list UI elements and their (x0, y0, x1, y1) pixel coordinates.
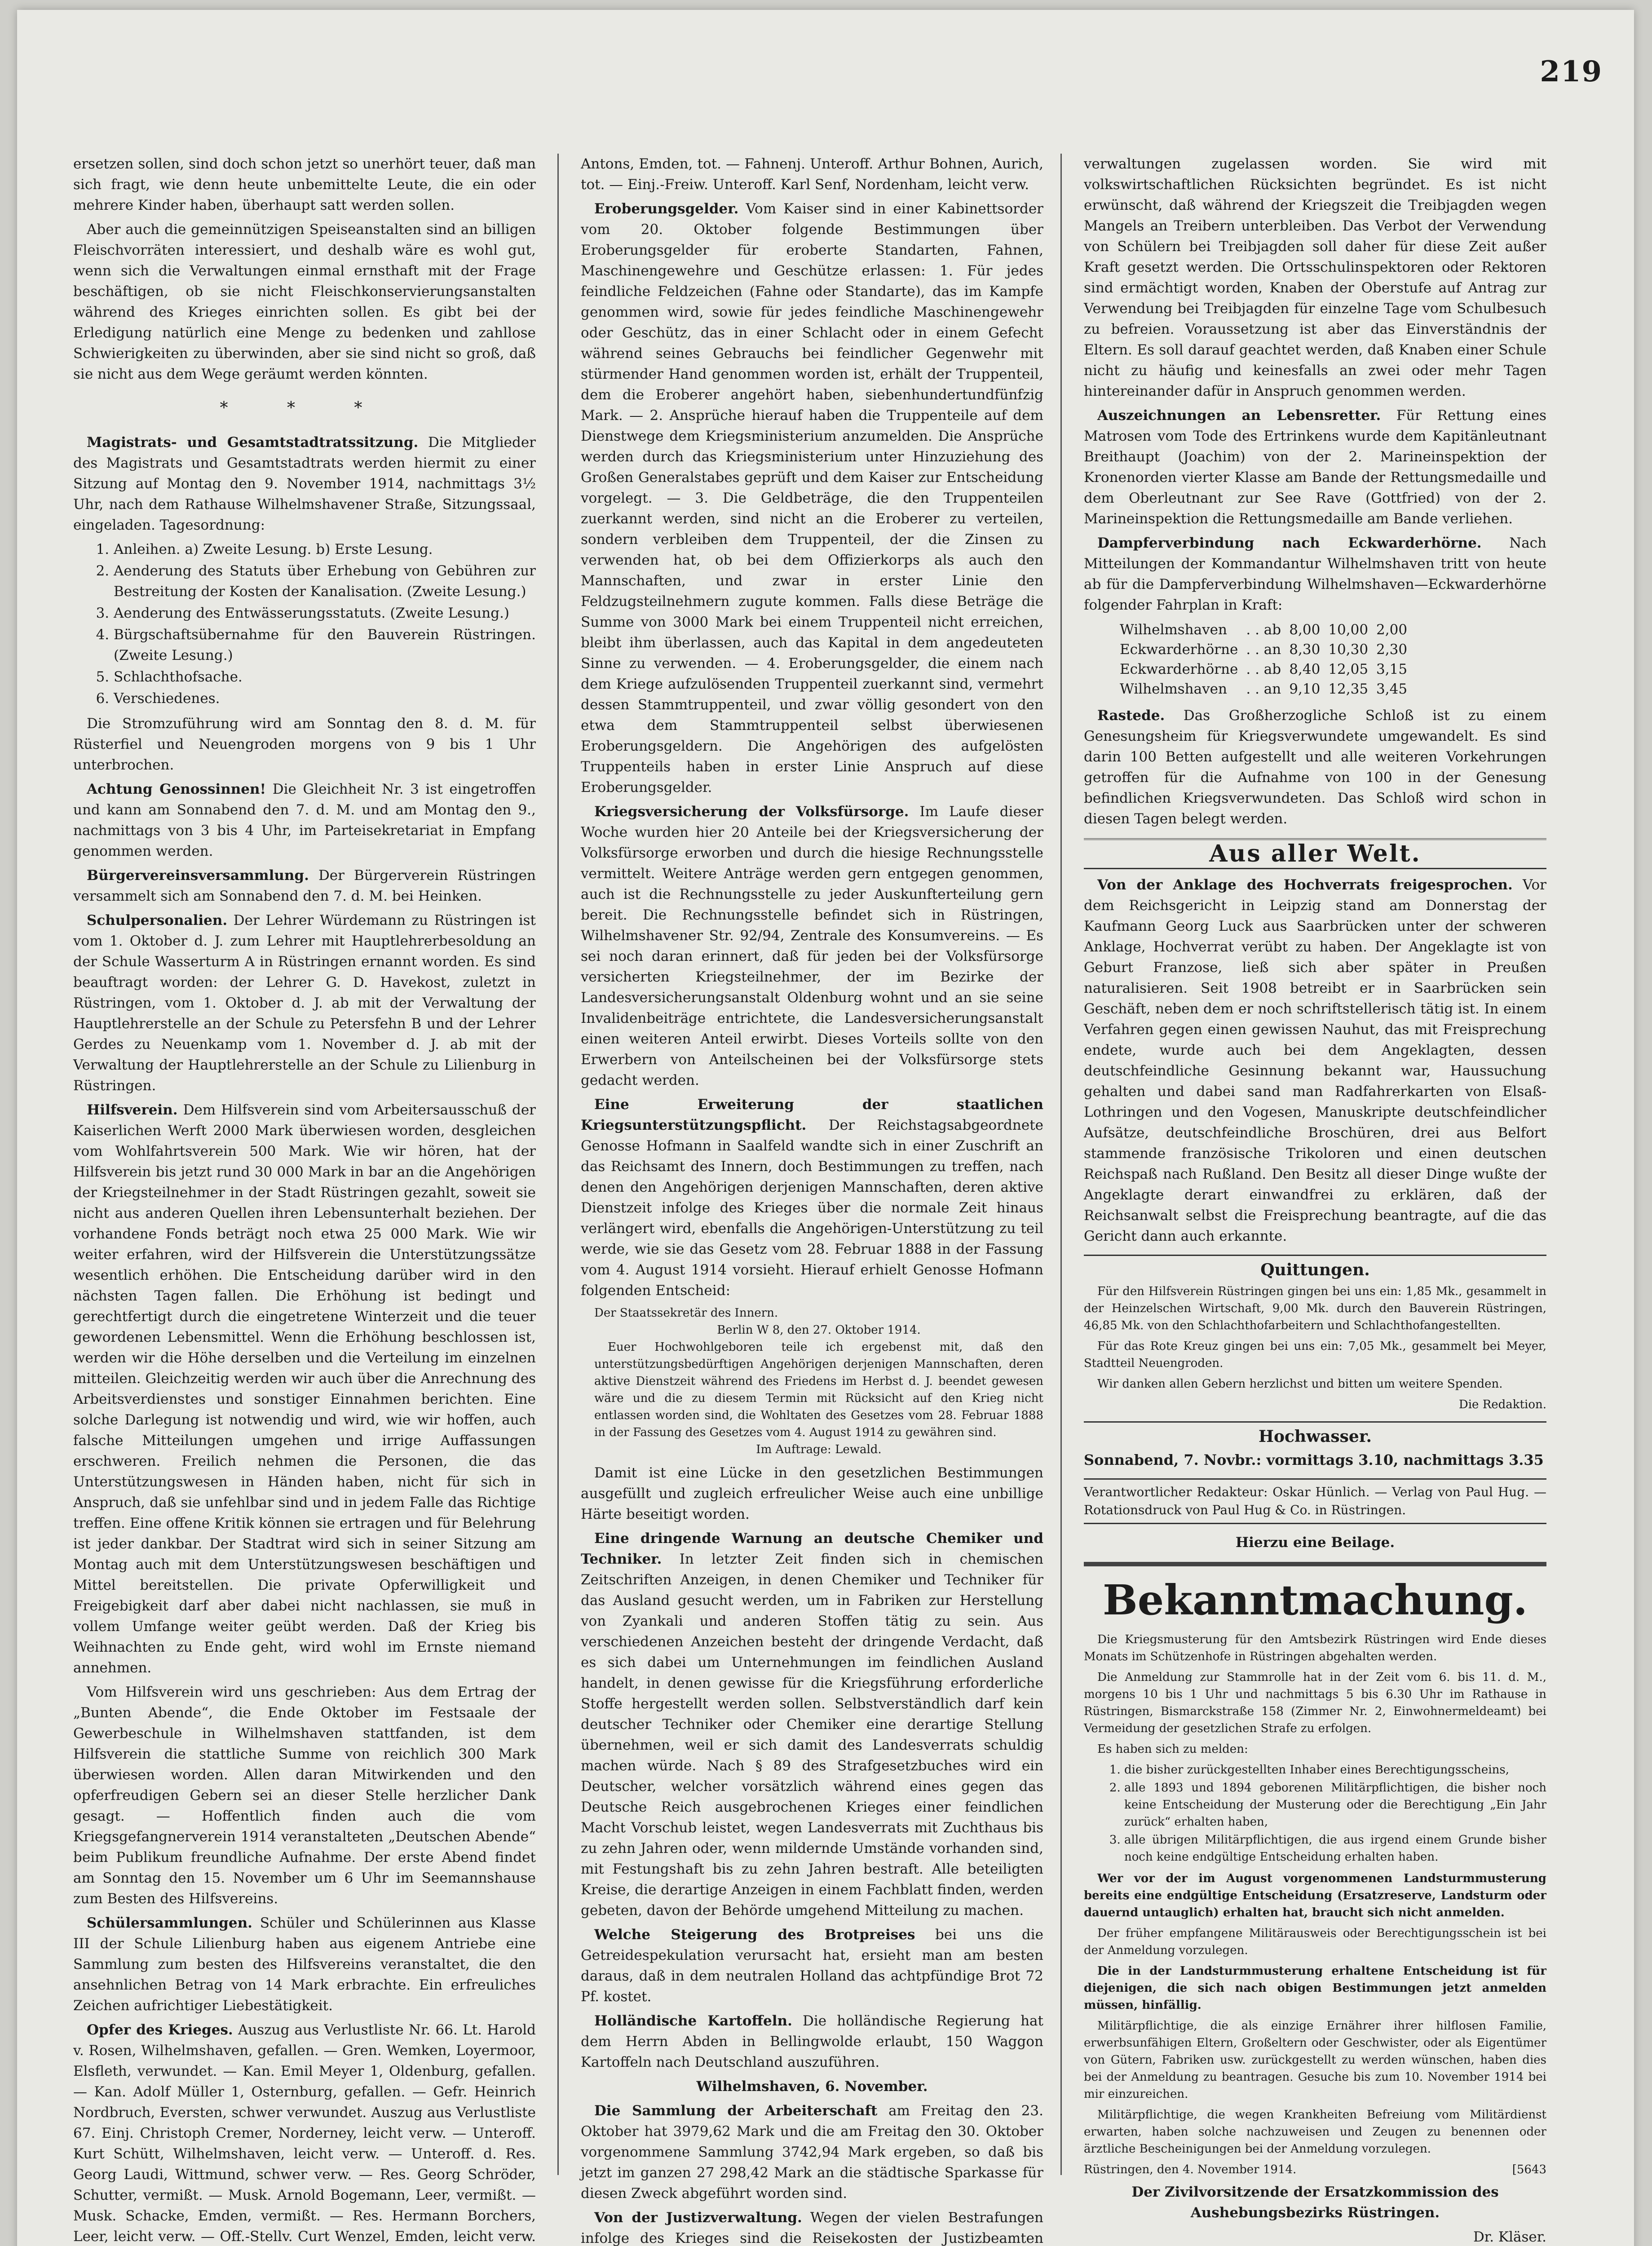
column-2 (581, 154, 1043, 2246)
article-continuation: ersetzen sollen, sind doch schon jetzt so unerhört teuer, daß man sich fragt, wie denn heute unbemittelte Leute, die ein oder mehrere Kinder haben, überhaupt satt werden sollen. (73, 156, 536, 213)
article-kriegsversicherung: Kriegsversicherung der Volksfürsorge. Im Laufe dieser Woche wurden hier 20 Anteile bei der Kriegsversicherung der Volksfürsorge erworben und durch die hiesige Rechnungsstelle vermittelt. Weitere Anträge werden gern entgegen genommen, auch ist die Rechnungsstelle zu jeder Auskunfterteilung gern bereit. Die Rechnungsstelle befindet sich in Rüstringen, Wilhelmshavener Str. 92/94, Zentrale des Konsumvereins. — Es sei noch daran erinnert, daß für jeden bei der Volksfürsorge versicherten Kriegsteilnehmer, der im Bezirke der Landesversicherungsanstalt Oldenburg wohnt und an sie seine Invalidenbeiträge entrichtete, die Landesversicherungsanstalt einen weiteren Anteil erwirbt. Dieses Vorteils sollte von den Erwerbern von Anteilscheinen bei der Volksfürsorge stets gedacht werden. (581, 804, 1043, 1088)
notice-list (1124, 1761, 1546, 1866)
list-item: 1. die bisher zurückgestellten Inhaber eines Berechtigungsscheins, (1124, 1761, 1546, 1778)
article-kartoffeln: Holländische Kartoffeln. Die holländische Regierung hat dem Herrn Abden in Bellingwolde erlaubt, 150 Waggon Kartoffeln nach Deutschland auszuführen. (581, 2013, 1043, 2070)
ferry-timetable (1120, 620, 1415, 699)
table-row: Wilhelmshaven . . ab 8,00 10,00 2,00 (1120, 622, 1408, 638)
article-chemiker: Eine dringende Warnung an deutsche Chemiker und Techniker. In letzter Zeit finden sich in chemischen Zeitschriften Anzeigen, in denen Chemiker und Techniker für das Ausland gesucht werden, um in Fabriken zur Herstellung von Zyankali und anderen Stoffen tätig zu sein. Aus verschiedenen Anzeichen besteht der dringende Verdacht, daß es sich dabei um Unternehmungen im feindlichen Ausland handelt, in denen gewisse für die Kriegsführung erforderliche Stoffe hergestellt werden sollen. Selbstverständlich darf kein deutscher Techniker oder Chemiker eine derartige Stellung übernehmen, weil er sich damit des Landesverrats schuldig machen würde. Nach § 89 des Strafgesetzbuches wird ein Deutscher, welcher vorsätzlich während eines gegen das Deutsche Reich ausgebrochenen Krieges einer feindlichen Macht Vorschub leistet, wegen Landesverrats mit Zuchthaus bis zu zehn Jahren oder, wenn mildernde Umstände vorhanden sind, mit Festungshaft bis zu zehn Jahren bestraft. Alle beteiligten Kreise, die derartige Anzeigen in einem Fachblatt finden, werden gebeten, davon der Behörde umgehend Mitteilung zu machen. (581, 1530, 1043, 1919)
table-row: Eckwarderhörne . . an 8,30 10,30 2,30 (1120, 641, 1408, 658)
table-row: Eckwarderhörne . . ab 8,40 12,05 3,15 (1120, 661, 1408, 677)
list-item: 3. alle übrigen Militärpflichtigen, die aus irgend einem Grunde bisher noch keine endgültige Entscheidung erhalten haben. (1124, 1831, 1546, 1866)
quittung-paragraph: Für das Rote Kreuz gingen bei uns ein: 7,05 Mk., gesammelt bei Meyer, Stadtteil Neuengroden. (1084, 1340, 1546, 1370)
agenda-list (114, 539, 536, 709)
article-hochverrat: Von der Anklage des Hochverrats freigesprochen. Vor dem Reichsgericht in Leipzig stand am Donnerstag der Kaufmann Georg Luck aus Saarbrücken unter der schweren Anklage, Hochverrat verübt zu haben. Der Angeklagte ist von Geburt Franzose, ließ sich aber später in Preußen naturalisieren. Seit 1908 betreibt er in Saarbrücken sein Geschäft, neben dem er noch schriftstellerisch tätig ist. In einem Verfahren gegen einen gewissen Nauhut, das mit Freisprechung endete, wurde auch bei dem Angeklagten, dessen deutschfeindliche Gesinnung bekannt war, Haussuchung gehalten und dabei sand man Radfahrerkarten von Elsaß-Lothringen und den Vogesen, Manuskripte deutschfeindlicher Aufsätze, deutschfeindliche Broschüren, drei aus Belfort stammende französische Trikoloren und einen deutschen Reichspaß nach Rußland. Den Besitz all dieser Dinge wußte der Angeklagte derart einwandfrei zu erklären, daß der Reichsanwalt selbst die Freisprechung beantragte, auf die das Gericht dann auch erkannte. (1084, 877, 1546, 1244)
article-continuation: verwaltungen zugelassen worden. Sie wird mit volkswirtschaftlichen Rücksichten begründet. Es ist nicht erwünscht, daß während der Kriegszeit die Treibjagden wegen Mangels an Treibern unterbleiben. Das Verbot der Verwendung von Schülern bei Treibjagden soll daher für diese Zeit außer Kraft gesetzt werden. Die Ortsschulinspektoren oder Rektoren sind ermächtigt worden, Knaben der Oberstufe auf Antrag zur Verwendung bei Treibjagden für einzelne Tage vom Schulbesuch zu befreien. Voraussetzung ist aber das Einverständnis der Eltern. Es soll darauf geachtet werden, daß Knaben einer Schule nicht zu häufig und keinesfalls an zwei oder mehr Tagen hintereinander dafür in Anspruch genommen werden. (1084, 156, 1546, 399)
column-1 (73, 154, 536, 2246)
article-justiz: Von der Justizverwaltung. Wegen der vielen Bestrafungen infolge des Krieges sind die Reisekosten der Justizbeamten (581, 2210, 1043, 2246)
article-schuelersammlungen: Schülersammlungen. Schüler und Schülerinnen aus Klasse III der Schule Lilienburg haben aus eigenem Antriebe eine Sammlung zum besten des Hilfsvereins veranstaltet, die den ansehnlichen Betrag von 14 Mark erbrachte. Ein erfreuliches Zeichen aufrichtiger Liebestätigkeit. (73, 1915, 536, 2014)
quoted-letter: Der Staatssekretär des Innern. Berlin W 8, den 27. Oktober 1914. Euer Hochwohlgeboren teile ich ergebenst mit, daß den unterstützungsbedürftigen Angehörigen derjenigen Mannschaften, deren aktive Dienstzeit während des Friedens im Herbst d. J. beendet gewesen wäre und die zu diesem Termin mit Rücksicht auf den Krieg nicht entlassen worden sind, die Wohltaten des Gesetzes vom 28. Februar 1888 in der Fassung des Gesetzes vom 4. August 1914 zu gewähren sind. Im Auftrage: Lewald. (594, 1306, 1043, 1456)
article-erweiterung: Eine Erweiterung der staatlichen Kriegsunterstützungspflicht. Der Reichstagsabgeordnete Genosse Hofmann in Saalfeld wandte sich in einer Zuschrift an das Reichsamt des Innern, doch Bestimmungen zu treffen, nach denen den Angehörigen derjenigen Mannschaften, deren aktive Dienstzeit infolge des Krieges über die normale Zeit hinaus verlängert wird, ebenfalls die Angehörigen-Unterstützung zu teil werde, wie sie das Gesetz vom 28. Februar 1888 in der Fassung vom 4. August 1914 vorsieht. Hierauf erhielt Genosse Hofmann folgenden Entscheid: (581, 1096, 1043, 1299)
list-item: 5. Schlachthofsache. (114, 667, 536, 687)
column-3 (1084, 154, 1546, 2246)
article-sammlung: Die Sammlung der Arbeiterschaft am Freitag den 23. Oktober hat 3979,62 Mark und die am Freitag den 30. Oktober vorgenommene Sammlung 3742,94 Mark ergeben, so daß bis jetzt im ganzen 27 298,42 Mark an die städtische Sparkasse für diesen Zweck abgeführt worden sind. (581, 2103, 1043, 2202)
bekanntmachung-notice: Bekanntmachung. Die Kriegsmusterung für den Amtsbezirk Rüstringen wird Ende dieses Monats im Schützenhofe in Rüstringen abgehalten werden. Die Anmeldung zur Stammrolle hat in der Zeit vom 6. bis 11. d. M., morgens 10 bis 1 Uhr und nachmittags 5 bis 6.30 Uhr im Rathause in Rüstringen, Bismarckstraße 158 (Zimmer Nr. 2, Einwohnermeldeamt) bei Vermeidung der gesetzlichen Strafe zu erfolgen. Es haben sich zu melden: 1. die bisher zurückgestellten Inhaber eines Berechtigungsscheins, 2. alle 1893 und 1894 geborenen Militärpflichtigen, die bisher noch keine Entscheidung der Musterung oder die Berechtigung „Ein Jahr zurück“ erhalten haben, 3. alle übrigen Militärpflichtigen, die aus irgend einem Grunde bisher noch keine endgültige Entscheidung erhalten haben. Wer vor der im August vorgenommenen Landsturmmusterung bereits eine endgültige Entscheidung (Ersatzreserve, Landsturm oder dauernd untauglich) erhalten hat, braucht sich nicht anmelden. Der früher empfangene Militärausweis oder Berechtigungsschein ist bei der Anmeldung vorzulegen. Die in der Landsturmmusterung erhaltene Entscheidung ist für diejenigen, die sich nach obigen Bestimmungen jetzt anmelden müssen, hinfällig. Militärpflichtige, die als einzige Ernährer ihrer hilflosen Familie, erwerbsunfähigen Eltern, Großeltern oder Geschwister, oder als Eigentümer von Gütern, Fabriken usw. zurückgestellt zu werden wünschen, haben dies bei der Anmeldung zu beantragen. Gesuche bis zum 10. November 1914 bei mir einzureichen. Militärpflichtige, die wegen Krankheiten Befreiung vom Militärdienst erwarten, haben solche nachzuweisen und Zeugen zu benennen oder ärztliche Bescheinigungen bei der Anmeldung vorzulegen. Rüstringen, den 4. November 1914. [5643 Der Zivilvorsitzende der Ersatzkommission des Aushebungsbezirks Rüstringen. Dr. Kläser. (1084, 1562, 1546, 2246)
hochwasser-times: Sonnabend, 7. Novbr.: vormittags 3.10, nachmittags 3.35 (1084, 1451, 1544, 1468)
article-dampfer: Dampferverbindung nach Eckwarderhörne. Nach Mitteilungen der Kommandantur Wilhelmshaven tritt von heute ab für die Dampferverbindung Wilhelmshaven—Eckwarderhörne folgender Fahrplan in Kraft: (1084, 535, 1546, 613)
list-item: 2. alle 1893 und 1894 geborenen Militärpflichtigen, die bisher noch keine Entscheidung der Musterung oder die Berechtigung „Ein Jahr zurück“ erhalten haben, (1124, 1779, 1546, 1830)
article-bunte-abende: Vom Hilfsverein wird uns geschrieben: Aus dem Ertrag der „Bunten Abende“, die Ende Oktober im Festsaale der Gewerbeschule in Wilhelmshaven stattfanden, ist dem Hilfsverein die stattliche Summe von reichlich 300 Mark überwiesen worden. Allen daran Mitwirkenden und den opferfreudigen Gebern sei an dieser Stelle herzlicher Dank gesagt. — Hoffentlich finden auch die vom Kriegsgefangnerverein 1914 veranstalteten „Deutschen Abende“ beim Publikum freundliche Aufnahme. Der erste Abend findet am Sonntag den 15. November um 6 Uhr im Seemannshause zum Besten des Hilfsvereins. (73, 1684, 536, 1907)
section-title-quittungen: Quittungen. (1084, 1255, 1546, 1280)
article-hilfsverein: Hilfsverein. Dem Hilfsverein sind vom Arbeitersausschuß der Kaiserlichen Werft 2000 Mark überwiesen worden, desgleichen vom Wohlfahrtsverein 500 Mark. Wie wir hören, hat der Hilfsverein bis jetzt rund 30 000 Mark in bar an die Angehörigen der Kriegsteilnehmer in der Stadt Rüstringen gezahlt, soweit sie nicht aus anderen Quellen ihren Lebensunterhalt beziehen. Der vorhandene Fonds beträgt noch etwa 25 000 Mark. Wie wir weiter erfahren, wird der Hilfsverein die Unterstützungssätze wesentlich erhöhen. Die Entscheidung darüber wird in den nächsten Tagen fallen. Die Erhöhung ist bedingt und gerechtfertigt durch die eingetretene Winterzeit und die teuer gewordenen Lebensmittel. Wenn die Erhöhung beschlossen ist, werden wir die Höhe derselben und die Verteilung im einzelnen mitteilen. Gleichzeitig werden wir auch über die Anrechnung des Arbeitsverdienstes und sonstiger Einnahmen berichten. Eine solche Darlegung ist notwendig und wird, wie wir hoffen, auch falsche Mitteilungen umgehen und irrige Auffassungen erschweren. Freilich nehmen die Personen, die das Unterstützungswesen in Händen haben, nicht für sich in Anspruch, daß sie unfehlbar sind und in jedem Falle das Richtige treffen. Eine offene Kritik können sie ertragen und für Belehrung ist jeder dankbar. Der Stadtrat wird sich in seiner Sitzung am Montag auch mit dem Unterstützungswesen beschäftigen und Mittel bereitstellen. Die private Opferwilligkeit und Freigebigkeit darf aber dabei nicht nachlassen, sie muß in vollem Umfange weiter geübt werden. Daß der Krieg bis Weihnachten zu Ende geht, wird wohl im Ernste niemand annehmen. (73, 1102, 536, 1676)
newspaper-page (17, 10, 1634, 2246)
notice-title: Bekanntmachung. (1103, 1576, 1528, 1624)
section-title-hochwasser: Hochwasser. (1084, 1421, 1546, 1447)
imprint: Verantwortlicher Redakteur: Oskar Hünlich. — Verlag von Paul Hug. — Rotationsdruck von Paul Hug & Co. in Rüstringen. (1084, 1478, 1546, 1524)
list-item: 4. Bürgschaftsübernahme für den Bauverein Rüstringen. (Zweite Lesung.) (114, 624, 536, 666)
quittung-signature: Die Redaktion. (1458, 1398, 1546, 1411)
article-opfer: Opfer des Krieges. Auszug aus Verlustliste Nr. 66. Lt. Harold v. Rosen, Wilhelmshaven, gefallen. — Gren. Wemken, Loyermoor, Elsfleth, verwundet. — Kan. Emil Meyer 1, Oldenburg, gefallen. — Kan. Adolf Müller 1, Osternburg, gefallen. — Gefr. Heinrich Nordbruch, Eversten, schwer verwundet. Auszug aus Verlustliste 67. Einj. Christoph Cremer, Norderney, leicht verw. — Unteroff. Kurt Schütt, Wilhelmshaven, leicht verw. — Unteroff. d. Res. Georg Laudi, Wittmund, schwer verw. — Res. Georg Schröder, Schutter, vermißt. — Musk. Arnold Bogemann, Leer, vermißt. — Musk. Schacke, Emden, vermißt. — Res. Hermann Borchers, Leer, leicht verw. — Off.-Stellv. Curt Wenzel, Emden, leicht verw. (73, 2022, 536, 2245)
column-rule (557, 154, 559, 2175)
notice-signature: Der Zivilvorsitzende der Ersatzkommission des Aushebungsbezirks Rüstringen. (1131, 2184, 1499, 2221)
article-brotpreis: Welche Steigerung des Brotpreises bei uns die Getreidespekulation verursacht hat, ersieht man am besten daraus, daß in dem neutralen Holland das achtpfündige Brot 72 Pf. kostet. (581, 1927, 1043, 2005)
article-continuation: Antons, Emden, tot. — Fahnenj. Unteroff. Arthur Bohnen, Aurich, tot. — Einj.-Freiw. Unteroff. Karl Senf, Nordenham, leicht verw. (581, 156, 1043, 193)
article-achtung: Achtung Genossinnen! Die Gleichheit Nr. 3 ist eingetroffen und kann am Sonnabend den 7. d. M. und am Montag den 9., nachmittags von 3 bis 4 Uhr, im Parteisekretariat in Empfang genommen werden. (73, 781, 536, 859)
headline: Magistrats- und Gesamtstadtratssitzung. (87, 434, 419, 451)
article-schulpersonalien: Schulpersonalien. Der Lehrer Würdemann zu Rüstringen ist vom 1. Oktober d. J. zum Lehrer mit Hauptlehrerbesoldung an der Schule Wasserturm A in Rüstringen ernannt worden. Es sind beauftragt worden: der Lehrer G. D. Havekost, zuletzt in Rüstringen, vom 1. Oktober d. J. ab mit der Verwaltung der Hauptlehrerstelle an der Schule zu Petersfehn B und der Lehrer Gerdes zu Neuenkamp vom 1. November d. J. ab mit der Verwaltung der Hauptlehrerstelle an der Schule zu Lilienburg in Rüstringen. (73, 912, 536, 1094)
article-magistrat: Magistrats- und Gesamtstadtratssitzung. Die Mitglieder des Magistrats und Gesamtstadtrats werden hiermit zu einer Sitzung auf Montag den 9. November 1914, nachmittags 3½ Uhr, nach dem Rathause Wilhelmshavener Straße, Sitzungssaal, eingeladen. Tagesordnung: (73, 434, 536, 533)
table-row: Wilhelmshaven . . an 9,10 12,35 3,45 (1120, 681, 1408, 697)
section-title-aus-aller-welt: Aus aller Welt. (1084, 838, 1546, 869)
list-item: 1. Anleihen. a) Zweite Lesung. b) Erste Lesung. (114, 539, 536, 560)
quittung-paragraph: Wir danken allen Gebern herzlichst und bitten um weitere Spenden. (1097, 1377, 1503, 1391)
page-number: 219 (1540, 55, 1603, 88)
dateline: Wilhelmshaven, 6. November. (696, 2078, 928, 2095)
article-buergerverein: Bürgervereinsversammlung. Der Bürgerverein Rüstringen versammelt sich am Sonnabend den 7. d. M. bei Heinken. (73, 867, 536, 904)
article-paragraph: Damit ist eine Lücke in den gesetzlichen Bestimmungen ausgefüllt und zugleich erfreulicher Weise auch eine unbillige Härte beseitigt worden. (581, 1465, 1043, 1522)
article-strom: Die Stromzuführung wird am Sonntag den 8. d. M. für Rüsterfiel und Neuengroden morgens von 9 bis 1 Uhr unterbrochen. (73, 716, 536, 773)
notice-date: Rüstringen, den 4. November 1914. [5643 (1084, 2163, 1546, 2176)
list-item: 6. Verschiedenes. (114, 688, 536, 709)
article-eroberungsgelder: Eroberungsgelder. Vom Kaiser sind in einer Kabinettsorder vom 20. Oktober folgende Bestimmungen über Eroberungsgelder für eroberte Standarten, Fahnen, Maschinengewehre und Geschütze erlassen: 1. Für jedes feindliche Feldzeichen (Fahne oder Standarte), das im Kampfe genommen wird, sowie für jedes feindliche Maschinengewehr oder Geschütz, das in einer Schlacht oder in einem Gefecht während seines Gebrauchs bei feindlicher Gegenwehr mit stürmender Hand genommen worden ist, erhält der Truppenteil, dem die Eroberer angehört haben, siebenhundertundfünfzig Mark. — 2. Ansprüche hierauf haben die Truppenteile auf dem Dienstwege dem Kriegsministerium anzumelden. Die Ansprüche werden durch das Kriegsministerium unter Hinzuziehung des Großen Generalstabes geprüft und dem Kaiser zur Entscheidung vorgelegt. — 3. Die Geldbeträge, die den Truppenteilen zuerkannt werden, sind nicht an die Eroberer zu verteilen, sondern verbleiben dem Truppenteil, der die Zinsen zu verwenden hat, ob bei dem Offizierkorps als auch den Mannschaften, und zwar in erster Linie den Feldzugsteilnehmern zugute kommen. Falls diese Beträge die Summe von 3000 Mark bei einem Truppenteil nicht erreichen, bleibt ihm überlassen, auch das Kapital in dem angedeuteten Sinne zu verwenden. — 4. Eroberungsgelder, die einem nach dem Kriege aufzulösenden Truppenteil zuerkannt sind, vermehrt dessen Stammtruppenteil, und zwar völlig gesondert von den etwa dem Stammtruppenteil selbst überwiesenen Eroberungsgeldern. Die Angehörigen des aufgelösten Truppenteils haben in erster Linie Anspruch auf diese Eroberungsgelder. (581, 201, 1043, 796)
article-paragraph: Aber auch die gemeinnützigen Speiseanstalten sind an billigen Fleischvorräten interessiert, und deshalb wäre es wohl gut, wenn sich die Verwaltungen einmal ernsthaft mit der Frage beschäftigen, ob sie nicht Fleischkonservierungsanstalten während des Krieges einrichten sollen. Es gibt bei der Erledigung natürlich eine Menge zu bedenken und zahllose Schwierigkeiten zu überwinden, aber sie sind nicht so groß, daß sie nicht aus dem Wege geräumt werden könnten. (73, 221, 536, 382)
section-divider: * * * (220, 399, 389, 417)
list-item: 2. Aenderung des Statuts über Erhebung von Gebühren zur Bestreitung der Kosten der Kanalisation. (Zweite Lesung.) (114, 561, 536, 602)
column-rule (1060, 154, 1062, 2175)
article-rastede: Rastede. Das Großherzogliche Schloß ist zu einem Genesungsheim für Kriegsverwundete umgewandelt. Es sind darin 100 Betten aufgestellt und alle weiteren Vorkehrungen getroffen für die Aufnahme von 100 in der Genesung befindlichen Kriegsverwundeten. Das Schloß wird schon in diesen Tagen belegt werden. (1084, 707, 1546, 827)
list-item: 3. Aenderung des Entwässerungsstatuts. (Zweite Lesung.) (114, 603, 536, 623)
beilage-note: Hierzu eine Beilage. (1235, 1534, 1395, 1551)
article-auszeichnungen: Auszeichnungen an Lebensretter. Für Rettung eines Matrosen vom Tode des Ertrinkens wurde dem Kapitänleutnant Breithaupt (Joachim) von der 2. Marineinspektion der Kronenorden vierter Klasse am Bande der Rettungsmedaille und dem Oberleutnant zur See Rave (Gottfried) von der 2. Marineinspektion die Rettungsmedaille am Bande verliehen. (1084, 407, 1547, 527)
quittung-paragraph: Für den Hilfsverein Rüstringen gingen bei uns ein: 1,85 Mk., gesammelt in der Heinzelschen Wirtschaft, 9,00 Mk. durch den Bauverein Rüstringen, 46,85 Mk. von den Schlachthofarbeitern und Schlachthofangestellten. (1084, 1285, 1546, 1332)
notice-signature-name: Dr. Kläser. (1473, 2229, 1546, 2245)
